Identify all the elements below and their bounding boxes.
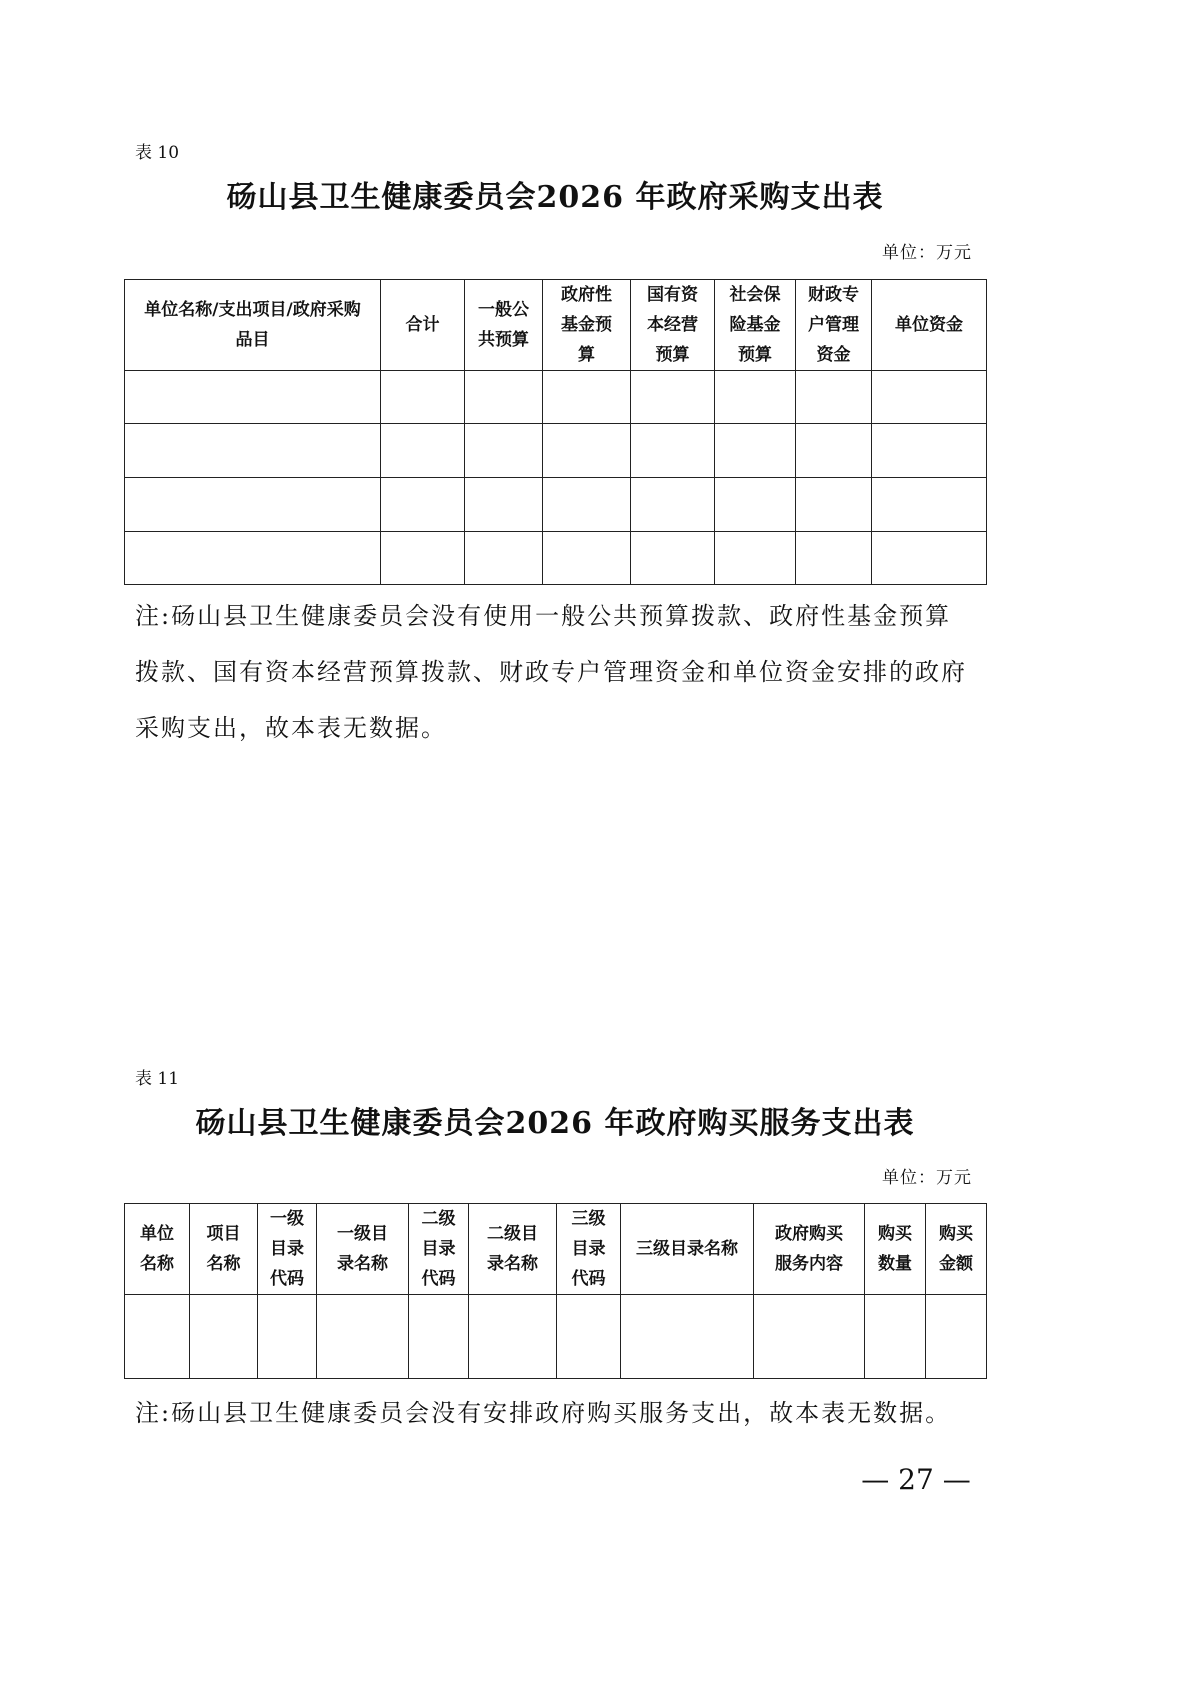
header-cell: 三级目录名称 bbox=[621, 1204, 754, 1295]
header-cell: 三级 目录 代码 bbox=[557, 1204, 621, 1295]
header-cell: 单位 名称 bbox=[125, 1204, 190, 1295]
header-cell: 财政专 户管理 资金 bbox=[796, 280, 872, 371]
header-cell: 合计 bbox=[381, 280, 465, 371]
header-cell: 一般公 共预算 bbox=[465, 280, 543, 371]
table10-unit: 单位：万元 bbox=[882, 243, 972, 263]
table-row bbox=[125, 532, 987, 585]
table-row bbox=[125, 371, 987, 424]
header-cell: 购买 数量 bbox=[865, 1204, 926, 1295]
table-row bbox=[125, 424, 987, 478]
table11 bbox=[124, 1203, 987, 1379]
table10-label: 表 10 bbox=[135, 143, 180, 163]
header-cell: 国有资 本经营 预算 bbox=[631, 280, 715, 371]
table10-note: 注:砀山县卫生健康委员会没有使用一般公共预算拨款、政府性基金预算 拨款、国有资本经营预算拨款、财政专户管理资金和单位资金安排的政府 采购支出，故本表无数据。 bbox=[135, 602, 967, 742]
header-cell: 政府性 基金预 算 bbox=[543, 280, 631, 371]
header-cell: 购买 金额 bbox=[926, 1204, 987, 1295]
header-cell: 一级目 录名称 bbox=[317, 1204, 409, 1295]
table10-title: 砀山县卫生健康委员会2026 年政府采购支出表 bbox=[226, 180, 884, 215]
page-number: — 27 — bbox=[861, 1463, 971, 1496]
header-cell: 单位资金 bbox=[872, 280, 987, 371]
table11-unit: 单位：万元 bbox=[882, 1168, 972, 1188]
table10 bbox=[124, 279, 987, 585]
table11-note: 注:砀山县卫生健康委员会没有安排政府购买服务支出，故本表无数据。 bbox=[135, 1399, 952, 1427]
header-cell: 政府购买 服务内容 bbox=[754, 1204, 865, 1295]
table-row bbox=[125, 1295, 987, 1379]
header-cell: 一级 目录 代码 bbox=[258, 1204, 317, 1295]
table11-header-row bbox=[125, 1204, 987, 1295]
header-cell: 二级目 录名称 bbox=[469, 1204, 557, 1295]
table11-title: 砀山县卫生健康委员会2026 年政府购买服务支出表 bbox=[195, 1106, 915, 1141]
table10-header-row bbox=[125, 280, 987, 371]
header-cell: 项目 名称 bbox=[190, 1204, 258, 1295]
header-cell: 单位名称/支出项目/政府采购 品目 bbox=[125, 280, 381, 371]
header-cell: 二级 目录 代码 bbox=[409, 1204, 469, 1295]
table-row bbox=[125, 478, 987, 532]
header-cell: 社会保 险基金 预算 bbox=[715, 280, 796, 371]
table11-label: 表 11 bbox=[135, 1069, 180, 1089]
